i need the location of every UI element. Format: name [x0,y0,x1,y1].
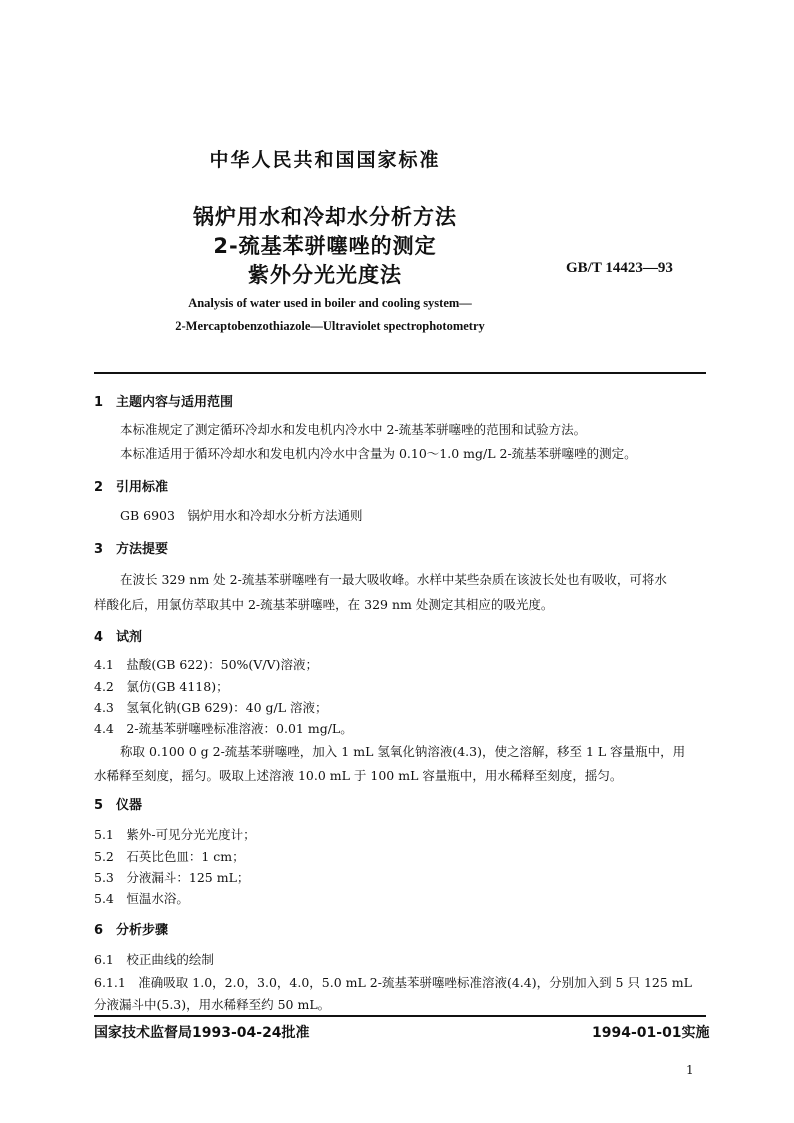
section-5-item-2: 5.2 石英比色皿：1 cm； [94,849,245,864]
section-6-paragraph: 分液漏斗中(5.3)，用水稀释至约 50 mL。 [94,997,331,1012]
english-title-line-1: Analysis of water used in boiler and cooling system— [188,296,472,310]
title-line-3: 紫外分光光度法 [248,263,402,287]
standard-code: GB/T 14423—93 [566,260,673,276]
section-5-heading: 5 仪器 [94,798,143,813]
title-line-1: 锅炉用水和冷却水分析方法 [193,205,457,229]
section-2-heading: 2 引用标准 [94,480,169,495]
section-6-item-1: 6.1 校正曲线的绘制 [94,952,214,967]
section-3-heading: 3 方法提要 [94,542,169,557]
section-5-item-1: 5.1 紫外-可见分光光度计； [94,827,256,842]
section-6-heading: 6 分析步骤 [94,923,169,938]
section-1-paragraph-2: 本标准适用于循环冷却水和发电机内冷水中含量为 0.10～1.0 mg/L 2-巯基苯骈噻唑的测定。 [120,446,637,461]
section-4-paragraph-line-2: 水稀释至刻度，摇匀。吸取上述溶液 10.0 mL 于 100 mL 容量瓶中，用水稀释至刻度，摇匀。 [94,768,623,783]
section-3-paragraph-line-2: 样酸化后，用氯仿萃取其中 2-巯基苯骈噻唑，在 329 nm 处测定其相应的吸光度。 [94,597,554,612]
section-4-item-1: 4.1 盐酸(GB 622)：50%(V/V)溶液； [94,657,318,672]
national-standard-label: 中华人民共和国国家标准 [209,149,441,171]
footer-divider [94,1015,706,1017]
page-number: 1 [686,1063,694,1077]
approval-date: 国家技术监督局1993-04-24批准 [94,1025,310,1041]
english-title-line-2: 2-Mercaptobenzothiazole—Ultraviolet spectrophotometry [175,319,485,333]
section-4-item-2: 4.2 氯仿(GB 4118)； [94,679,229,694]
section-3-paragraph-line-1: 在波长 329 nm 处 2-巯基苯骈噻唑有一最大吸收峰。水样中某些杂质在该波长处也有吸收，可将水 [120,572,667,587]
implementation-date: 1994-01-01实施 [592,1025,710,1041]
section-4-heading: 4 试剂 [94,630,143,645]
title-line-2: 2-巯基苯骈噻唑的测定 [213,234,437,258]
section-4-item-4: 4.4 2-巯基苯骈噻唑标准溶液：0.01 mg/L。 [94,721,353,736]
header-divider [94,372,706,374]
section-1-paragraph-1: 本标准规定了测定循环冷却水和发电机内冷水中 2-巯基苯骈噻唑的范围和试验方法。 [120,422,587,437]
section-2-reference: GB 6903 锅炉用水和冷却水分析方法通则 [120,508,363,523]
section-5-item-3: 5.3 分液漏斗：125 mL； [94,870,250,885]
section-5-item-4: 5.4 恒温水浴。 [94,891,189,906]
section-6-item-1-1: 6.1.1 准确吸取 1.0，2.0，3.0，4.0，5.0 mL 2-巯基苯骈噻唑标准溶液(4.4)，分别加入到 5 只 125 mL [94,975,692,990]
section-4-paragraph-line-1: 称取 0.100 0 g 2-巯基苯骈噻唑，加入 1 mL 氢氧化钠溶液(4.3)，使之溶解，移至 1 L 容量瓶中，用 [120,744,686,759]
section-1-heading: 1 主题内容与适用范围 [94,395,234,410]
section-4-item-3: 4.3 氢氧化钠(GB 629)：40 g/L 溶液； [94,700,328,715]
